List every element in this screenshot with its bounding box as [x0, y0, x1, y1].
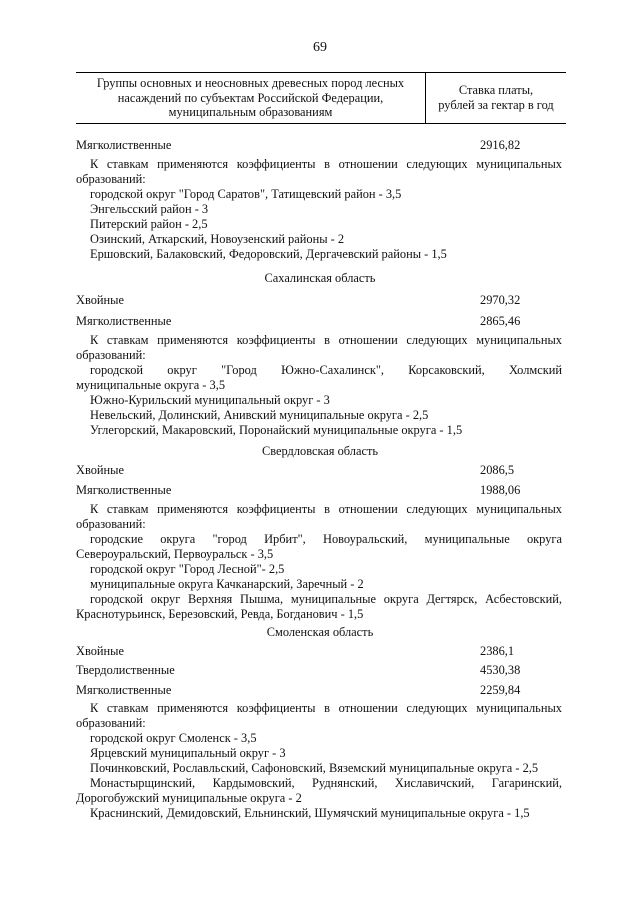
rate-row — [76, 313, 566, 329]
header-groups-column — [76, 76, 425, 120]
rate-value: 2386,1 — [480, 644, 515, 658]
header-text-line: Ставка платы, — [458, 83, 534, 97]
coefficient-item: Краснинский, Демидовский, Ельнинский, Шумячский муниципальные округа - 1,5 — [90, 806, 530, 820]
rate-value: 2916,82 — [480, 138, 521, 152]
intro-line: К ставкам применяются коэффициенты в отношении следующих муниципальных — [90, 157, 562, 171]
region-title: Смоленская область — [266, 625, 374, 639]
region-title: Свердловская область — [261, 444, 379, 458]
rate-value: 2970,32 — [480, 293, 521, 307]
rate-row — [76, 682, 566, 698]
header-text-line: рублей за гектар в год — [438, 98, 554, 112]
coefficient-item-cont: муниципальные округа - 3,5 — [76, 378, 226, 392]
coefficient-item: городской округ Верхняя Пышма, муниципальные округа Дегтярск, Асбестовский, — [90, 592, 562, 606]
intro-line: К ставкам применяются коэффициенты в отношении следующих муниципальных — [90, 502, 562, 516]
rate-value: 4530,38 — [480, 663, 521, 677]
coefficient-item: городской округ Смоленск - 3,5 — [90, 731, 257, 745]
rate-value: 2086,5 — [480, 463, 515, 477]
coefficient-item: Углегорский, Макаровский, Поронайский муниципальные округа - 1,5 — [90, 423, 463, 437]
coefficient-item: Монастырщинский, Кардымовский, Руднянский, Хиславичский, Гагаринский, — [90, 776, 562, 790]
table-header — [76, 72, 566, 124]
coefficient-item: Энгельсский район - 3 — [90, 202, 209, 216]
rate-value: 2865,46 — [480, 314, 521, 328]
intro-line: К ставкам применяются коэффициенты в отношении следующих муниципальных — [90, 333, 562, 347]
header-text-line: насаждений по субъектам Российской Федерации, — [117, 90, 384, 105]
rate-row — [76, 662, 566, 678]
species-group: Твердолиственные — [76, 663, 175, 677]
coefficient-item: городские округа "город Ирбит", Новоуральский, муниципальные округа — [90, 532, 562, 546]
page-number: 69 — [313, 40, 327, 55]
header-text-line: Группы основных и неосновных древесных пород лесных — [96, 76, 405, 90]
coefficients-paragraph — [76, 701, 562, 821]
rate-value: 2259,84 — [480, 683, 521, 697]
species-group: Мягколиственные — [76, 683, 172, 697]
coefficient-item-cont: Североуральский, Первоуральск - 3,5 — [76, 547, 274, 561]
coefficients-paragraph — [76, 157, 562, 262]
intro-line: образований: — [76, 716, 146, 730]
coefficients-paragraph — [76, 333, 562, 438]
rate-row — [76, 482, 566, 498]
rate-row — [76, 462, 566, 478]
header-rate-column — [426, 83, 566, 113]
coefficient-item: Питерский район - 2,5 — [90, 217, 208, 231]
intro-line: образований: — [76, 348, 146, 362]
coefficient-item: Ярцевский муниципальный округ - 3 — [90, 746, 286, 760]
coefficient-item: городской округ "Город Южно-Сахалинск", Корсаковский, Холмский — [90, 363, 562, 377]
coefficient-item-cont: Краснотурьинск, Березовский, Ревда, Богданович - 1,5 — [76, 607, 364, 621]
coefficient-item: Южно-Курильский муниципальный округ - 3 — [90, 393, 330, 407]
species-group: Хвойные — [76, 644, 124, 658]
coefficient-item: муниципальные округа Качканарский, Заречный - 2 — [90, 577, 364, 591]
coefficient-item: Озинский, Аткарский, Новоузенский районы - 2 — [90, 232, 345, 246]
species-group: Хвойные — [76, 463, 124, 477]
intro-line: К ставкам применяются коэффициенты в отношении следующих муниципальных — [90, 701, 562, 715]
coefficient-item: городской округ "Город Лесной"- 2,5 — [90, 562, 285, 576]
species-group: Мягколиственные — [76, 483, 172, 497]
rate-row — [76, 643, 566, 659]
rate-row — [76, 137, 566, 153]
coefficient-item: Невельский, Долинский, Анивский муниципальные округа - 2,5 — [90, 408, 429, 422]
rate-value: 1988,06 — [480, 483, 521, 497]
header-text-line: муниципальным образованиям — [168, 105, 333, 119]
intro-line: образований: — [76, 172, 146, 186]
region-title: Сахалинская область — [264, 271, 376, 285]
species-group: Хвойные — [76, 293, 124, 307]
rate-row — [76, 292, 566, 308]
species-group: Мягколиственные — [76, 314, 172, 328]
intro-line: образований: — [76, 517, 146, 531]
coefficient-item-cont: Дорогобужский муниципальные округа - 2 — [76, 791, 302, 805]
species-group: Мягколиственные — [76, 138, 172, 152]
coefficients-paragraph — [76, 502, 562, 622]
coefficient-item: Ершовский, Балаковский, Федоровский, Дергачевский районы - 1,5 — [90, 247, 447, 261]
coefficient-item: Починковский, Рославльский, Сафоновский, Вяземский муниципальные округа - 2,5 — [90, 761, 539, 775]
coefficient-item: городской округ "Город Саратов", Татищевский район - 3,5 — [90, 187, 402, 201]
